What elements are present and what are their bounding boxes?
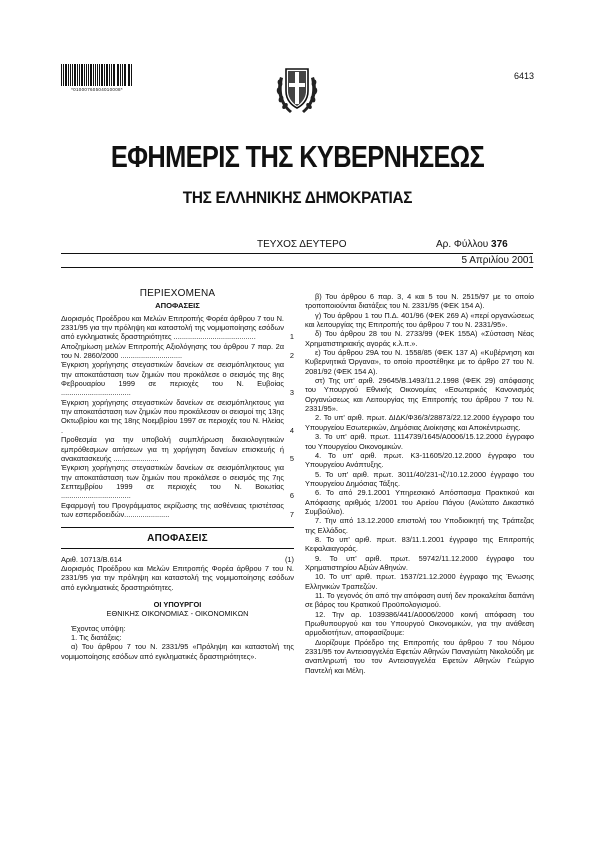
paragraph: Διορίζουμε Πρόεδρο της Επιτροπής του άρθρου 7 του Νόμου 2331/95 τον Αντεισαγγελέα Εφετών Αθηνών Παναγιώτη Νικολούδη με αναπληρωτή του τον Αντεισαγγελέα Εφετών Αθηνών Γεώργιο Παντελή και Μέλη. [305,637,534,675]
paragraph: 6. Το από 29.1.2001 Υπηρεσιακό Απόσπασμα Πρακτικού και Απόφασης αριθμός 1/2001 του Αρείου Πάγου (Ανώτατο Δικαστικό Συμβούλιο). [305,488,534,516]
right-column [305,292,534,675]
paragraph: 11. Το γεγονός ότι από την απόφαση αυτή δεν προκαλείται δαπάνη σε βάρος του Κρατικού Προϋπολογισμού. [305,591,534,610]
header-divider [61,253,533,254]
barcode-bar [84,64,85,86]
paragraph: 9. Το υπ' αριθ. πρωτ. 59742/11.12.2000 έγγραφο του Χρηματιστηρίου Αξιών Αθηνών. [305,553,534,572]
toc-item-text: Έγκριση χορήγησης στεγαστικών δανείων σε σεισμόπληκτους για την αποκατάσταση των ζημιών που προκάλεσαν οι σεισμοί της 13ης Οκτωβρίου και της 18ης Νοεμβρίου 1997 σε περιοχές του Ν. Ηλείας . [61,397,285,435]
gazette-title: ΕΦΗΜΕΡΙΣ ΤΗΣ ΚΥΒΕΡΝΗΣΕΩΣ [110,139,485,174]
paragraph: δ) Του άρθρου 28 του Ν. 2733/99 (ΦΕΚ 155Α) «Σύσταση Νέας Χρηματιστηριακής αγοράς κ.λ.π.». [305,329,534,348]
barcode-bar [77,64,78,86]
considering: Έχοντας υπόψη: [71,623,126,633]
section-divider [61,548,294,549]
toc-item-text: Εφαρμογή του Προγράμματος εκρίζωσης της ασθένειας τριστέτσας των εσπεριδοειδών...................... [61,500,284,519]
issue-type: ΤΕΥΧΟΣ ΔΕΥΤΕΡΟ [257,239,347,250]
barcode-bar [97,64,98,86]
ministers-sub: ΕΘΝΙΚΗΣ ΟΙΚΟΝΟΜΙΑΣ - ΟΙΚΟΝΟΜΙΚΩΝ [106,609,249,619]
paragraph: β) Του άρθρου 6 παρ. 3, 4 και 5 του Ν. 2515/97 με το οποίο τροποποιούνται διατάξεις του Ν. 2331/95 (ΦΕΚ 154 Α). [305,292,534,311]
sheet-number-value: 376 [491,239,508,250]
barcode-bar [102,64,103,86]
toc-item-page: 7 [289,509,294,519]
gazette-subtitle: ΤΗΣ ΕΛΛΗΝΙΚΗΣ ΔΗΜΟΚΡΑΤΙΑΣ [182,188,413,207]
barcode-bar [120,64,121,86]
paragraph: 12. Την αρ. 1039386/441/Α0006/2000 κοινή απόφαση του Πρωθυπουργού και του Υπουργού Οικονομικών, για την ανάθεση αρμοδιοτήτων, αποφασίζουμε: [305,609,534,638]
ministers-title: ΟΙ ΥΠΟΥΡΓΟΙ [153,599,202,609]
toc-list [61,314,294,520]
barcode-bar [114,64,115,86]
paragraph: στ) Της υπ' αριθ. 29645/Β.1493/11.2.1998 (ΦΕΚ 29) απόφασης του Υπουργού Εθνικής Οικονομίας «Εσωτερικός Κανονισμός Οργανώσεως και Λειτουργίας της Επιτροπής του άρθρου 7 του Ν. 2331/95». [305,376,534,414]
toc-item[interactable] [61,501,294,520]
toc-item[interactable] [61,342,294,361]
barcode-bar [107,64,108,86]
section-divider [61,527,294,528]
toc-item-text: Αποζημίωση μελών Επιτροπής Αξιολόγησης του άρθρου 7 παρ. 2α του Ν. 2860/2000 .............................. [61,341,284,361]
toc-heading: ΠΕΡΙΕΧΟΜΕΝΑ [139,288,216,299]
toc-item[interactable] [61,398,294,435]
toc-subheading: ΑΠΟΦΑΣΕΙΣ [155,301,200,311]
toc-item-text: Προθεσμία για την υποβολή συμπλήρωση δικαιολογητικών εμπρόθεσμων αιτήσεων για τη χορήγηση δανείων επισκευής ή ανακατασκευής ...................... [61,435,284,463]
provisions: 1. Τις διατάξεις: [71,633,122,642]
page-number: 6413 [513,71,534,81]
header-divider-bottom [61,267,533,268]
paragraph: 7. Την από 13.12.2000 επιστολή του Υποδιοικητή της Τράπεζας της Ελλάδος. [305,516,534,535]
paragraph: γ) Του άρθρου 1 του Π.Δ. 401/96 (ΦΕΚ 269 Α) «περί οργανώσεως και λειτουργίας της Επιτροπής του άρθρου 7 του Ν. 2331/95». [305,310,534,330]
decision-number [61,555,294,564]
barcode-bar [93,64,94,86]
toc-item-text: Έγκριση χορήγησης στεγαστικών δανείων σε σεισμόπληκτους για την αποκατάσταση των ζημιών που προκάλεσε ο σεισμός της 8ης Φεβρουαρίου 1999 σε περιοχές του Ν. Ευβοίας .................................. [61,360,284,398]
left-column [61,289,294,661]
toc-item-text: Έγκριση χορήγησης στεγαστικών δανείων σε σεισμόπληκτους για την αποκατάσταση των ζημιών που προκάλεσε ο σεισμός της 7ης Σεπτεμβρίου 1999 σε περιοχές του Ν. Βοιωτίας .................................. [61,463,284,501]
paragraph: 3. Το υπ' αριθ. πρωτ. 1114739/1645/Α0006/15.12.2000 έγγραφο του Υπουργείου Οικονομικών. [305,432,534,451]
toc-item[interactable] [61,435,294,463]
greek-coat-of-arms-icon [274,63,320,118]
paragraph: ε) Του άρθρου 29Α του Ν. 1558/85 (ΦΕΚ 137 Α) «Κυβέρνηση και Κυβερνητικά Όργανα», το οποίο προστέθηκε με το άρθρο 27 του Ν. 2081/92 (ΦΕΚ 154 Α). [305,348,534,376]
toc-item[interactable] [61,314,294,342]
toc-item-text: Διορισμός Προέδρου και Μελών Επιτροπής Φορέα άρθρου 7 του Ν. 2331/95 για την πρόληψη και καταστολή της νομιμοποίησης εσόδων από εγκληματικές δραστηριότητες ........................................ [61,313,284,342]
toc-item-page: 2 [289,351,294,361]
paragraph: 4. Το υπ' αριθ. πρωτ. Κ3-11605/20.12.2000 έγγραφο του Υπουργείου Ανάπτυξης. [305,450,534,470]
barcode-bar [129,64,130,86]
paragraph: 5. Το υπ' αριθ. πρωτ. 3011/40/231-ιζ'/10.12.2000 έγγραφο του Υπουργείου Δημόσιας Τάξης. [305,469,534,488]
toc-item-page: 1 [289,332,294,342]
barcode-bar [75,64,76,86]
toc-item[interactable] [61,463,294,500]
issue-date: 5 Απριλίου 2001 [461,255,534,266]
decision-tag: (1) [284,554,294,564]
barcode [61,64,133,94]
sheet-number [436,239,508,250]
decisions-heading: ΑΠΟΦΑΣΕΙΣ [147,533,208,545]
toc-item-page: 4 [289,425,294,435]
paragraph: 8. Το υπ' αριθ. πρωτ. 83/11.1.2001 έγγραφο της Επιτροπής Κεφαλαιαγοράς. [305,534,534,554]
toc-item-page: 3 [289,388,294,398]
barcode-number: *01000760504010008* [71,87,123,92]
provision-a: α) Του άρθρου 7 του Ν. 2331/95 «Πρόληψη και καταστολή της νομιμοποίησης εσόδων από εγκληματικές δραστηριότητες». [61,642,294,661]
barcode-bar [70,64,71,86]
barcode-bar [113,64,114,86]
sheet-label: Αρ. Φύλλου [436,239,489,250]
decision-subject: Διορισμός Προέδρου και Μελών Επιτροπής Φορέα άρθρου 7 του Ν. 2331/95 για την πρόληψη και καταστολή της νομιμοποίησης εσόδων από εγκληματικές δραστηριότητες. [61,563,294,592]
paragraph: 2. Το υπ' αριθ. πρωτ. ΔΙΔΚ/Φ36/3/28873/22.12.2000 έγγραφο του Υπουργείου Εσωτερικών, Δημόσιας Διοίκησης και Αποκέντρωσης. [305,413,534,432]
toc-item-page: 5 [289,453,294,463]
decision-number-text: Αριθ. 10713/Β.614 [61,554,122,564]
barcode-bar [88,64,89,86]
toc-item[interactable] [61,360,294,397]
toc-item-page: 6 [289,491,294,501]
barcode-bar [65,64,66,86]
paragraph: 10. Το υπ' αριθ. πρωτ. 1537/21.12.2000 έγγραφο της Ένωσης Ελληνικών Τραπεζών. [305,572,534,591]
barcode-bar [125,64,126,86]
